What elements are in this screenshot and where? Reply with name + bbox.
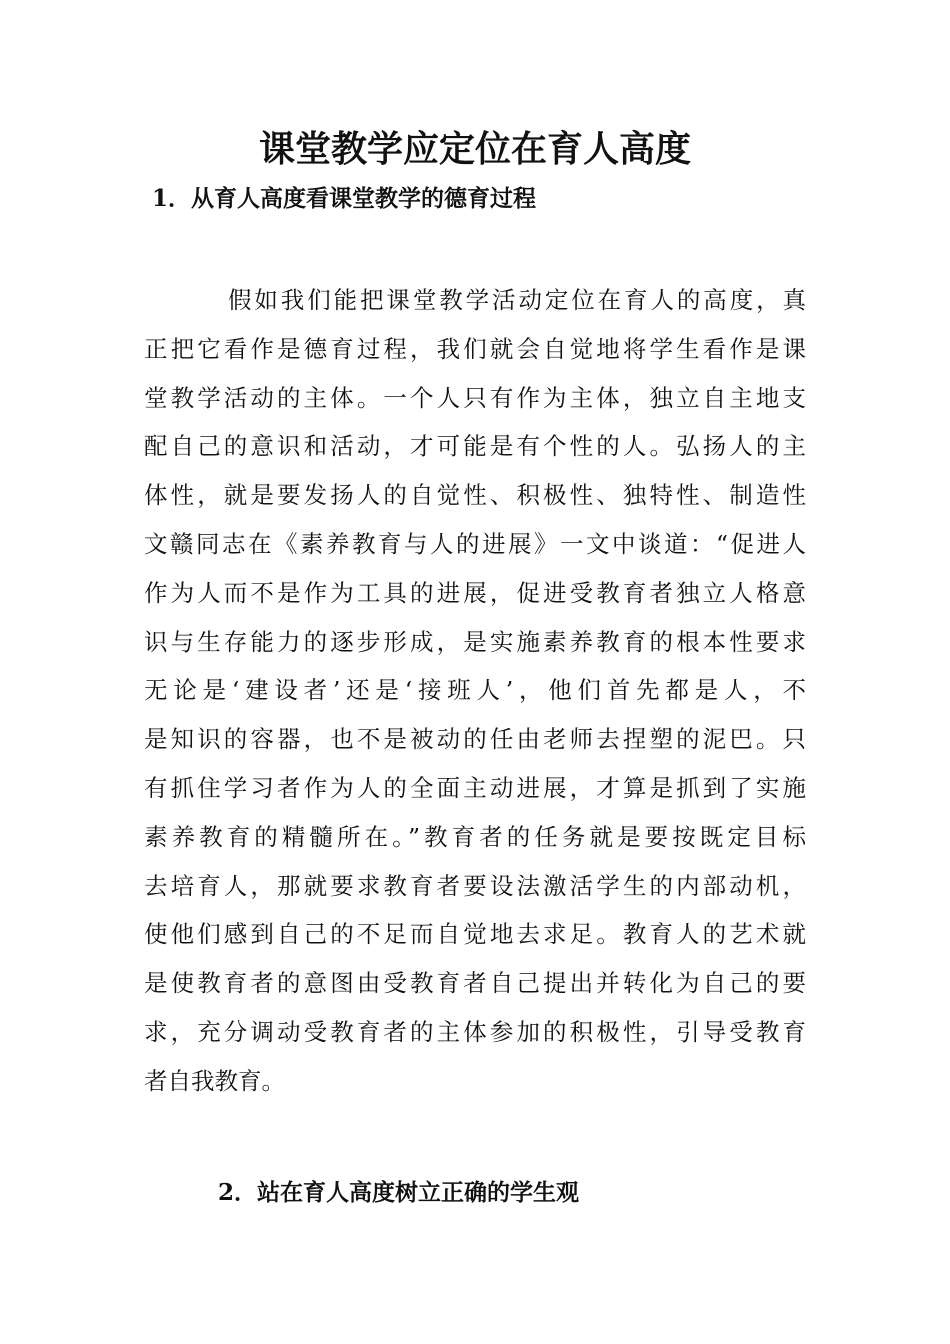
paragraph-line: 作为人而不是作为工具的进展，促进受教育者独立人格意 xyxy=(144,578,806,607)
paragraph-line: 配自己的意识和活动，才可能是有个性的人。弘扬人的主 xyxy=(144,432,806,461)
paragraph-line: 文赣同志在《素养教育与人的进展》一文中谈道：“促进人 xyxy=(144,529,806,558)
paragraph-line: 无论是‘建设者’还是‘接班人’，他们首先都是人，不 xyxy=(144,676,806,705)
paragraph-line: 识与生存能力的逐步形成，是实施素养教育的根本性要求 xyxy=(144,627,806,656)
section-heading-2: 2．站在育人高度树立正确的学生观 xyxy=(218,1179,580,1206)
paragraph-line: 是知识的容器，也不是被动的任由老师去捏塑的泥巴。只 xyxy=(144,725,806,754)
document-title: 课堂教学应定位在育人高度 xyxy=(258,129,691,170)
paragraph-line: 者自我教育。 xyxy=(144,1066,285,1095)
section-heading-1: 1．从育人高度看课堂教学的德育过程 xyxy=(152,185,537,212)
paragraph-line: 使他们感到自己的不足而自觉地去求足。教育人的艺术就 xyxy=(144,920,806,949)
paragraph-line: 素养教育的精髓所在。”教育者的任务就是要按既定目标 xyxy=(144,822,806,851)
body-paragraph xyxy=(144,276,806,1106)
paragraph-line: 堂教学活动的主体。一个人只有作为主体，独立自主地支 xyxy=(144,383,806,412)
paragraph-line: 正把它看作是德育过程，我们就会自觉地将学生看作是课 xyxy=(144,334,806,363)
paragraph-line: 是使教育者的意图由受教育者自己提出并转化为自己的要 xyxy=(144,969,806,998)
paragraph-line: 求，充分调动受教育者的主体参加的积极性，引导受教育 xyxy=(144,1017,806,1046)
paragraph-line: 去培育人，那就要求教育者要设法激活学生的内部动机， xyxy=(144,871,806,900)
paragraph-line: 体性，就是要发扬人的自觉性、积极性、独特性、制造性 xyxy=(144,481,806,510)
paragraph-line: 假如我们能把课堂教学活动定位在育人的高度，真 xyxy=(228,286,806,314)
paragraph-line: 有抓住学习者作为人的全面主动进展，才算是抓到了实施 xyxy=(144,773,806,802)
